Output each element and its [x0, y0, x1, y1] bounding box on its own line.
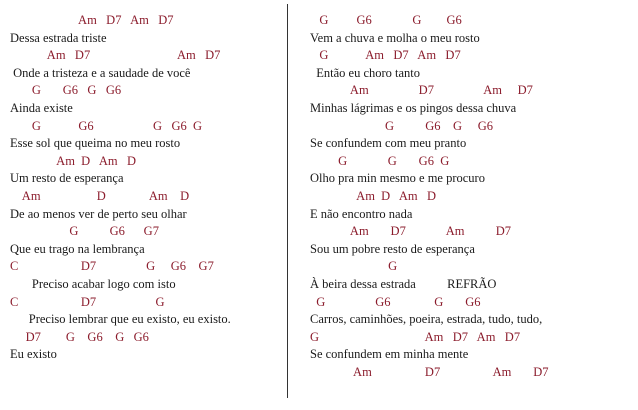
chord-line: Am D7 Am D7	[10, 48, 221, 63]
lyric-line: Preciso acabar logo com isto	[10, 277, 176, 291]
lyric-line: Carros, caminhões, poeira, estrada, tudo, tudo,	[310, 312, 543, 327]
chord-line: Am D7 Am D7	[310, 224, 512, 239]
lyric-line: Sou um pobre resto de esperança	[310, 241, 475, 256]
chord-line: Am D7 Am D7	[10, 13, 174, 27]
chord-line: G G6 G G6	[310, 294, 481, 309]
lyric-line: Minhas lágrimas e os pingos dessa chuva	[310, 101, 517, 115]
chord-line: G Am D7 Am D7	[310, 48, 461, 63]
lyric-line: E não encontro nada	[310, 206, 413, 221]
chord-line: G	[310, 259, 398, 274]
chord-line: Am D Am D	[310, 189, 437, 203]
chord-line: G G6 G7	[10, 224, 159, 239]
lyric-line: Dessa estrada triste	[10, 30, 107, 45]
lyric-line: Olho pra min mesmo e me procuro	[310, 171, 485, 186]
lyric-line: Vem a chuva e molha o meu rosto	[310, 30, 480, 45]
lyric-line: Ainda existe	[10, 101, 73, 115]
chord-line: Am D7 Am D7	[310, 83, 533, 98]
lyric-line: Preciso lembrar que eu existo, eu existo.	[10, 312, 231, 327]
chord-line: Am D Am D	[10, 153, 137, 168]
chord-line: C D7 G G6 G7	[10, 259, 214, 274]
lyric-line: Onde a tristeza e a saudade de você	[10, 65, 191, 80]
lyric-line: Se confundem em minha mente	[310, 347, 469, 362]
lyric-line: Eu existo	[10, 347, 57, 362]
lyric-line: À beira dessa estrada REFRÃO	[310, 277, 497, 291]
chord-line: G G6 G G6	[10, 83, 122, 98]
lyric-line: Um resto de esperança	[10, 171, 124, 186]
left-column	[10, 0, 282, 410]
lyric-line: Então eu choro tanto	[310, 65, 421, 80]
lyric-line: Se confundem com meu pranto	[310, 136, 467, 151]
chord-line: G G6 G G6	[310, 118, 493, 133]
chord-line: G G6 G G6 G	[10, 118, 203, 133]
chord-line: G Am D7 Am D7	[310, 329, 521, 344]
chord-line: D7 G G6 G G6	[10, 329, 149, 344]
chord-line: G G G6 G	[310, 153, 450, 168]
chord-line: C D7 G	[10, 294, 165, 309]
column-divider	[287, 4, 288, 398]
chord-line: Am D Am D	[10, 189, 190, 203]
chord-line: Am D7 Am D7	[310, 365, 549, 379]
right-column	[310, 0, 630, 410]
chord-line: G G6 G G6	[310, 13, 462, 27]
lyric-line: Esse sol que queima no meu rosto	[10, 136, 181, 151]
lyric-line: Que eu trago na lembrança	[10, 241, 145, 256]
lyric-line: De ao menos ver de perto seu olhar	[10, 206, 187, 221]
